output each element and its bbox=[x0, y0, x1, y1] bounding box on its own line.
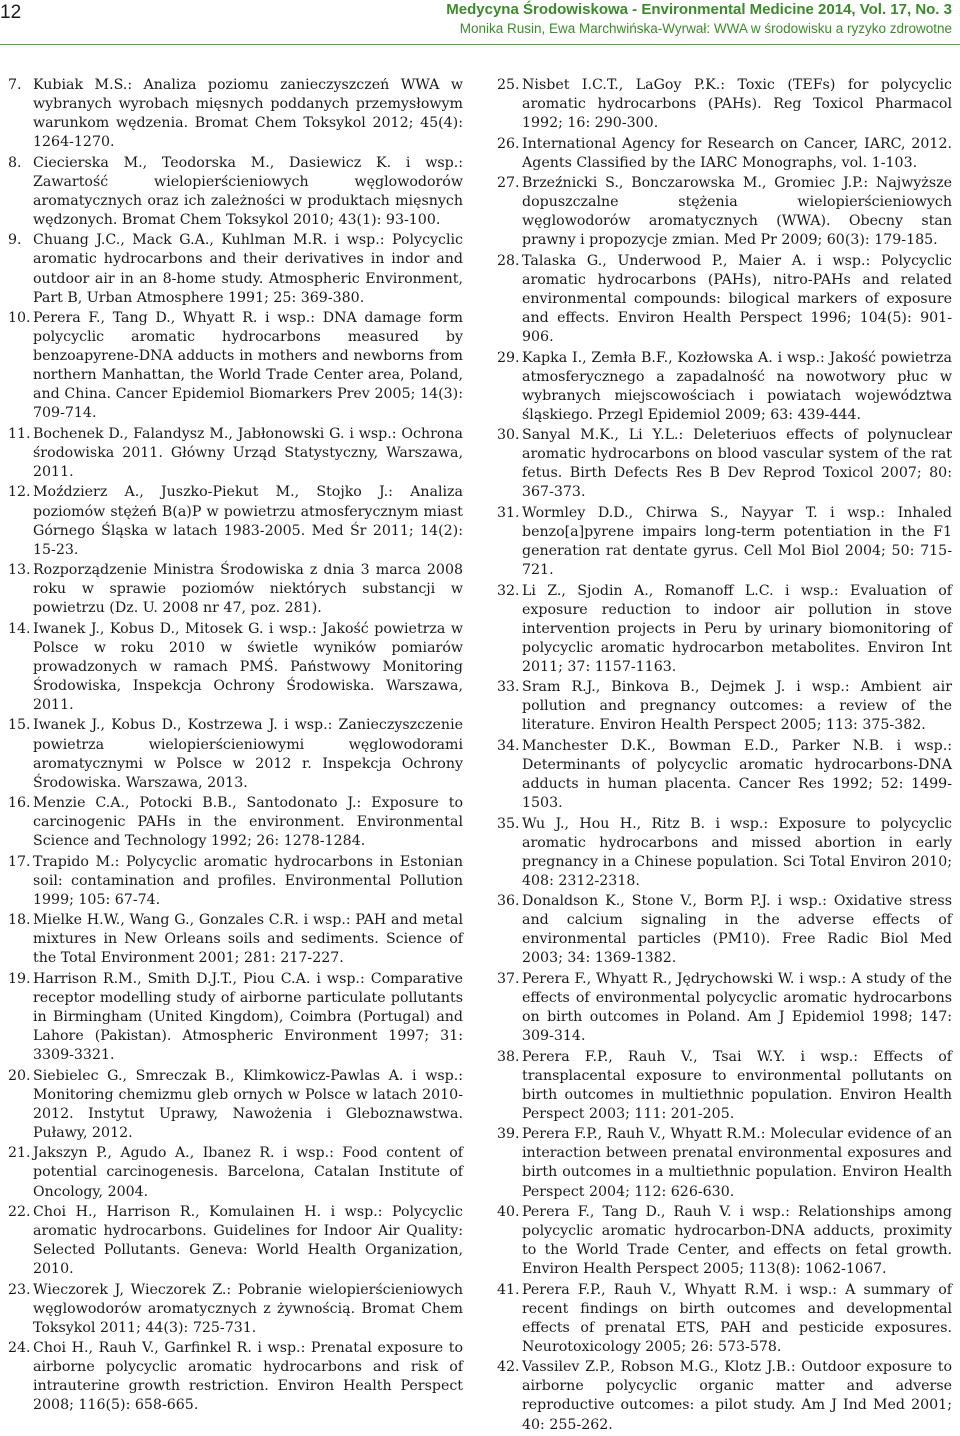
reference-number: 25. bbox=[497, 77, 520, 93]
reference-text: Jakszyn P., Agudo A., Ibanez R. i wsp.: Food content of potential carcinogenesis. Barcelona, Catalan Institute of Oncology, 2004. bbox=[33, 1145, 463, 1200]
reference-item bbox=[497, 76, 952, 133]
reference-item bbox=[497, 737, 952, 813]
reference-item bbox=[8, 716, 463, 792]
reference-text: Talaska G., Underwood P., Maier A. i wsp.: Polycyclic aromatic hydrocarbons (PAHs), nitro-PAHs and related environmental compounds: bilogical markers of exposure and effects. Environ Health Perspect 1996; 104(5): 901-906. bbox=[522, 252, 952, 346]
reference-text: Perera F., Whyatt R., Jędrychowski W. i wsp.: A study of the effects of environmental polycyclic aromatic hydrocarbons on birth outcomes in Poland. Am J Epidemiol 1998; 147: 309-314. bbox=[522, 970, 952, 1045]
reference-number: 22. bbox=[8, 1203, 31, 1220]
reference-text: Choi H., Rauh V., Garfinkel R. i wsp.: Prenatal exposure to airborne polycyclic aromatic hydrocarbons and risk of intrauterine growth restriction. Environ Health Perspect 2008; 116(5): 658-665. bbox=[33, 1340, 463, 1414]
reference-item bbox=[8, 154, 463, 230]
reference-item bbox=[8, 561, 463, 618]
reference-item bbox=[497, 426, 952, 502]
reference-number: 15. bbox=[8, 717, 31, 734]
reference-item bbox=[497, 174, 952, 250]
reference-item bbox=[497, 892, 952, 968]
reference-text: Perera F.P., Rauh V., Whyatt R.M. i wsp.: A summary of recent findings on birth outcomes and developmental effects of prenatal ETS, PAH and pesticide exposures. Neurotoxicology 2005; 26: 573-578. bbox=[522, 1281, 952, 1355]
reference-text: Wu J., Hou H., Ritz B. i wsp.: Exposure to polycyclic aromatic hydrocarbons and missed abortion in early pregnancy in a Chinese population. Sci Total Environ 2010; 408: 2312-2318. bbox=[522, 815, 952, 889]
reference-text: Perera F.P., Rauh V., Tsai W.Y. i wsp.: Effects of transplacental exposure to environmental pollutants on birth outcomes in multiethnic population. Environ Health Perspect 2003; 111: 201-205. bbox=[522, 1048, 952, 1122]
reference-number: 35. bbox=[497, 815, 520, 832]
reference-item bbox=[497, 135, 952, 173]
reference-number: 9. bbox=[8, 232, 22, 249]
reference-number: 8. bbox=[8, 154, 22, 171]
reference-item bbox=[497, 678, 952, 735]
reference-number: 38. bbox=[497, 1048, 520, 1065]
reference-text: Wormley D.D., Chirwa S., Nayyar T. i wsp.: Inhaled benzo[a]pyrene impairs long-term potentiation in the F1 generation rat dentate gyrus. Cell Mol Biol 2004; 50: 715-721. bbox=[522, 504, 952, 579]
reference-item bbox=[497, 1125, 952, 1201]
reference-text: Mielke H.W., Wang G., Gonzales C.R. i wsp.: PAH and metal mixtures in New Orleans soils and sediments. Science of the Total Environment 2001; 281: 217-227. bbox=[33, 912, 463, 967]
reference-item bbox=[8, 1339, 463, 1415]
reference-item bbox=[8, 853, 463, 910]
reference-number: 40. bbox=[497, 1203, 520, 1220]
reference-text: Brzeźnicki S., Bonczarowska M., Gromiec J.P.: Najwyższe dopuszczalne stężenia wielopierścieniowych węglowodorów aromatycznych (WWA). Obecny stan prawny i propozycje zmian. Med Pr 2009; 60(3): 179-185. bbox=[522, 175, 952, 249]
reference-text: International Agency for Research on Cancer, IARC, 2012. Agents Classified by the IARC Monographs, vol. 1-103. bbox=[522, 135, 952, 171]
reference-number: 24. bbox=[8, 1340, 31, 1357]
reference-number: 29. bbox=[497, 349, 520, 366]
reference-number: 19. bbox=[8, 970, 31, 987]
reference-number: 23. bbox=[8, 1281, 31, 1298]
reference-text: Harrison R.M., Smith D.J.T., Piou C.A. i wsp.: Comparative receptor modelling study of airborne particulate pollutants in Birmingham (United Kingdom), Coimbra (Portugal) and Lahore (Pakistan). Atmospheric Environment 1997; 31: 3309-3321. bbox=[33, 970, 463, 1064]
reference-item bbox=[8, 425, 463, 482]
reference-number: 17. bbox=[8, 853, 31, 870]
reference-text: Donaldson K., Stone V., Borm P.J. i wsp.: Oxidative stress and calcium signaling in the adverse effects of environmental particles (PM10). Free Radic Biol Med 2003; 34: 1369-1382. bbox=[522, 893, 952, 967]
reference-text: Menzie C.A., Potocki B.B., Santodonato J.: Exposure to carcinogenic PAHs in the environment. Environmental Science and Technology 1992; 26: 1278-1284. bbox=[33, 795, 463, 850]
reference-text: Kubiak M.S.: Analiza poziomu zanieczyszczeń WWA w wybranych wyrobach mięsnych poddanych przemysłowym warunkom wędzenia. Bromat Chem Toksykol 2012; 45(4): 1264-1270. bbox=[33, 77, 463, 151]
journal-title: Medycyna Środowiskowa - Environmental Medicine 2014, Vol. 17, No. 3 bbox=[446, 1, 952, 18]
reference-text: Siebielec G., Smreczak B., Klimkowicz-Pawlas A. i wsp.: Monitoring chemizmu gleb ornych w Polsce w latach 2010-2012. Instytut Uprawy, Nawożenia i Gleboznawstwa. Puławy, 2012. bbox=[33, 1067, 463, 1141]
reference-text: Rozporządzenie Ministra Środowiska z dnia 3 marca 2008 roku w sprawie poziomów niektórych substancji w powietrzu (Dz. U. 2008 nr 47, poz. 281). bbox=[33, 562, 463, 617]
reference-item bbox=[497, 504, 952, 580]
reference-item bbox=[8, 231, 463, 307]
reference-number: 12. bbox=[8, 484, 31, 501]
reference-number: 36. bbox=[497, 893, 520, 910]
reference-text: Perera F., Tang D., Rauh V. i wsp.: Relationships among polycyclic aromatic hydrocarbon-DNA adducts, proximity to the World Trade Center, and effects on fetal growth. Environ Health Perspect 2005; 113(8): 1062-1067. bbox=[522, 1203, 952, 1278]
reference-number: 16. bbox=[8, 795, 31, 812]
reference-item bbox=[497, 815, 952, 891]
reference-text: Kapka I., Zemła B.F., Kozłowska A. i wsp.: Jakość powietrza atmosferycznego a zapadalność na nowotwory płuc w wybranych miejscowościach i powiatach województwa śląskiego. Przegl Epidemiol 2009; 63: 439-444. bbox=[522, 349, 952, 423]
reference-item bbox=[8, 620, 463, 715]
reference-item bbox=[8, 1144, 463, 1201]
reference-number: 13. bbox=[8, 562, 31, 579]
reference-item bbox=[8, 911, 463, 968]
reference-item bbox=[8, 794, 463, 851]
reference-item bbox=[497, 349, 952, 425]
reference-number: 26. bbox=[497, 135, 520, 152]
reference-item bbox=[8, 76, 463, 152]
reference-text: Vassilev Z.P., Robson M.G., Klotz J.B.: Outdoor exposure to airborne polycyclic organic matter and adverse reproductive outcomes: a pilot study. Am J Ind Med 2001; 40: 255-262. bbox=[522, 1359, 952, 1433]
reference-text: Bochenek D., Falandysz M., Jabłonowski G. i wsp.: Ochrona środowiska 2011. Główny Urząd Statystyczny, Warszawa, 2011. bbox=[33, 425, 463, 481]
reference-text: Wieczorek J, Wieczorek Z.: Pobranie wielopierścieniowych węglowodorów aromatycznych z żywnością. Bromat Chem Toksykol 2011; 44(3): 725-731. bbox=[33, 1281, 463, 1336]
reference-text: Manchester D.K., Bowman E.D., Parker N.B. i wsp.: Determinants of polycyclic aromatic hydrocarbons-DNA adducts in human placenta. Cancer Res 1992; 52: 1499-1503. bbox=[522, 737, 952, 812]
reference-number: 28. bbox=[497, 252, 520, 269]
reference-number: 11. bbox=[8, 425, 31, 442]
references-right-column bbox=[497, 76, 952, 1436]
reference-number: 30. bbox=[497, 427, 520, 444]
reference-number: 27. bbox=[497, 175, 520, 192]
reference-item bbox=[497, 1281, 952, 1357]
reference-number: 7. bbox=[8, 77, 22, 93]
running-authors: Monika Rusin, Ewa Marchwińska-Wyrwał: WWA w środowisku a ryzyko zdrowotne bbox=[459, 21, 952, 36]
reference-text: Iwanek J., Kobus D., Kostrzewa J. i wsp.: Zanieczyszczenie powietrza wielopierścieniowymi węglowodorami aromatycznymi w Polsce w 2012 r. Inspekcja Ochrony Środowiska. Warszawa, 2013. bbox=[33, 717, 463, 791]
page-number: 12 bbox=[0, 2, 22, 23]
reference-item bbox=[8, 483, 463, 559]
reference-number: 42. bbox=[497, 1359, 520, 1376]
reference-number: 33. bbox=[497, 679, 520, 696]
reference-item bbox=[497, 1203, 952, 1279]
reference-text: Trapido M.: Polycyclic aromatic hydrocarbons in Estonian soil: contamination and profiles. Environmental Pollution 1999; 105: 67-74. bbox=[33, 853, 463, 908]
reference-item bbox=[497, 1358, 952, 1434]
reference-number: 10. bbox=[8, 310, 31, 327]
references-left-column bbox=[8, 76, 463, 1417]
reference-number: 34. bbox=[497, 737, 520, 754]
reference-item bbox=[8, 970, 463, 1065]
reference-item bbox=[497, 1048, 952, 1124]
reference-item bbox=[8, 309, 463, 424]
reference-text: Choi H., Harrison R., Komulainen H. i wsp.: Polycyclic aromatic hydrocarbons. Guidelines for Indoor Air Quality: Selected Pollutants. Geneva: World Health Organization, 2010. bbox=[33, 1203, 463, 1278]
reference-text: Perera F., Tang D., Whyatt R. i wsp.: DNA damage form polycyclic aromatic hydrocarbons measured by benzoapyrene-DNA adducts in mothers and newborns from northern Manhattan, the World Trade Center area, Poland, and China. Cancer Epidemiol Biomarkers Prev 2005; 14(3): 709-714. bbox=[33, 310, 463, 422]
reference-text: Moździerz A., Juszko-Piekut M., Stojko J.: Analiza poziomów stężeń B(a)P w powietrzu atmosferycznym miast Górnego Śląska w latach 1983-2005. Med Śr 2011; 14(2): 15-23. bbox=[33, 484, 463, 558]
reference-number: 31. bbox=[497, 504, 520, 521]
reference-text: Sanyal M.K., Li Y.L.: Deleteriuos effects of polynuclear aromatic hydrocarbons on blood vascular system of the rat fetus. Birth Defects Res B Dev Reprod Toxicol 2007; 80: 367-373. bbox=[522, 427, 952, 501]
header-rule bbox=[0, 44, 960, 45]
reference-text: Ciecierska M., Teodorska M., Dasiewicz K. i wsp.: Zawartość wielopierścieniowych węglowodorów aromatycznych oraz ich zależności w produktach mięsnych wędzonych. Bromat Chem Toksykol 2010; 43(1): 93-100. bbox=[33, 154, 463, 228]
reference-item bbox=[8, 1203, 463, 1279]
reference-text: Chuang J.C., Mack G.A., Kuhlman M.R. i wsp.: Polycyclic aromatic hydrocarbons and their derivatives in indor and outdoor air in an 8-home study. Atmospheric Environment, Part B, Urban Atmosphere 1991; 25: 369-380. bbox=[33, 232, 463, 306]
reference-item bbox=[497, 252, 952, 347]
reference-number: 32. bbox=[497, 582, 520, 599]
reference-text: Li Z., Sjodin A., Romanoff L.C. i wsp.: Evaluation of exposure reduction to indoor air pollution in stove intervention projects in Peru by urinary biomonitoring of polycyclic aromatic hydrocarbon metabolites. Environ Int 2011; 37: 1157-1163. bbox=[522, 582, 952, 675]
reference-text: Nisbet I.C.T., LaGoy P.K.: Toxic (TEFs) for polycyclic aromatic hydrocarbons (PAHs). Reg Toxicol Pharmacol 1992; 16: 290-300. bbox=[522, 77, 952, 132]
reference-number: 20. bbox=[8, 1067, 31, 1084]
reference-item bbox=[8, 1281, 463, 1338]
reference-text: Iwanek J., Kobus D., Mitosek G. i wsp.: Jakość powietrza w Polsce w roku 2010 w świetle wyników pomiarów prowadzonych w ramach PMŚ. Państwowy Monitoring Środowiska, Inspekcja Ochrony Środowiska. Warszawa, 2011. bbox=[33, 620, 463, 714]
reference-item bbox=[8, 1067, 463, 1143]
reference-number: 37. bbox=[497, 970, 520, 987]
reference-item bbox=[497, 970, 952, 1046]
reference-number: 14. bbox=[8, 620, 31, 637]
reference-number: 41. bbox=[497, 1281, 520, 1298]
reference-number: 18. bbox=[8, 912, 31, 929]
reference-number: 39. bbox=[497, 1126, 520, 1143]
reference-number: 21. bbox=[8, 1145, 31, 1162]
reference-text: Sram R.J., Binkova B., Dejmek J. i wsp.: Ambient air pollution and pregnancy outcomes: a review of the literature. Environ Health Perspect 2005; 113: 375-382. bbox=[522, 679, 952, 734]
reference-text: Perera F.P., Rauh V., Whyatt R.M.: Molecular evidence of an interaction between prenatal environmental exposures and birth outcomes in a multiethnic population. Environ Health Perspect 2004; 112: 626-630. bbox=[522, 1126, 952, 1200]
reference-item bbox=[497, 582, 952, 677]
